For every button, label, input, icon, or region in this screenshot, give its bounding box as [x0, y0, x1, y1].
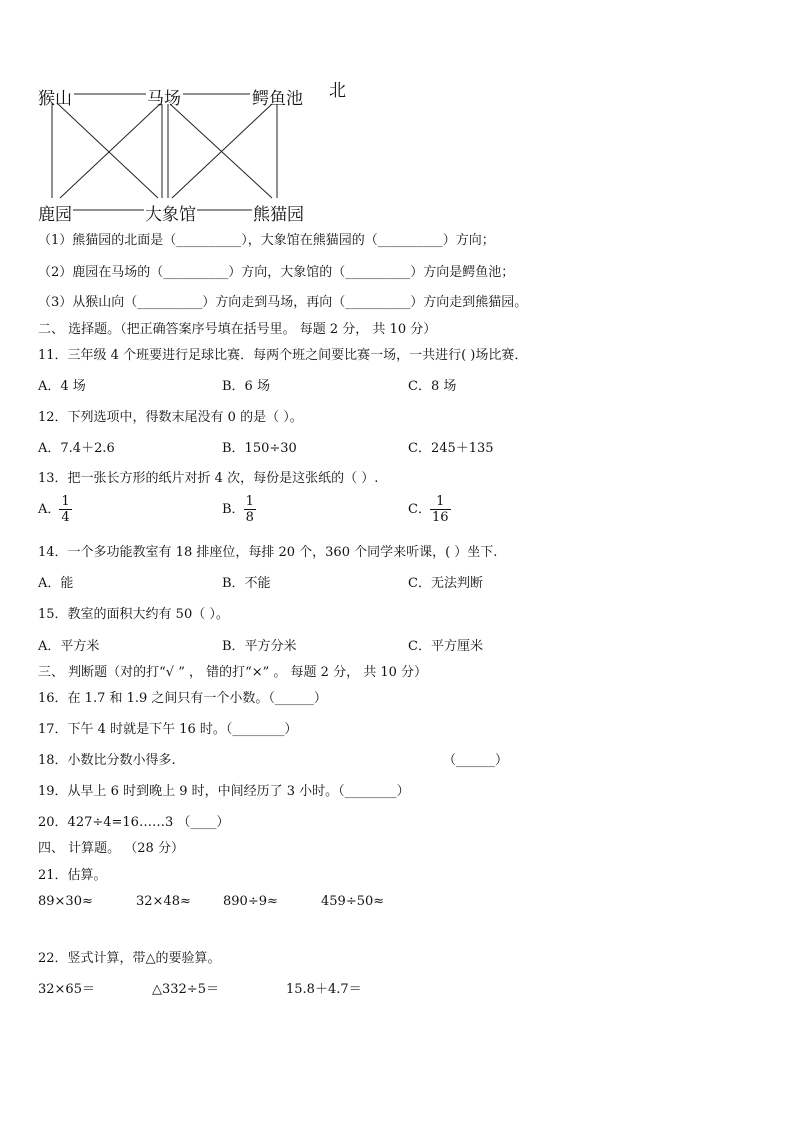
q14-option-a: A．能: [38, 576, 74, 591]
q15-option-c: C．平方厘米: [408, 639, 483, 654]
estimate-item-4: 459÷50≈: [321, 894, 385, 909]
q15-option-a: A．平方米: [38, 639, 100, 654]
judge-item-16: 16．在 1.7 和 1.9 之间只有一个小数。（______）: [38, 691, 327, 706]
fraction-one-eighth: $\frac{1}{8}$: [245, 494, 254, 525]
node-xiongmaoyuan: 熊猫园: [253, 205, 304, 225]
direction-map-lines: [0, 0, 320, 225]
node-machang: 马场: [147, 89, 181, 109]
vertical-calc-item-2: △332÷5＝: [152, 982, 219, 997]
node-daxiangguan: 大象馆: [145, 205, 196, 225]
question-11: 11．三年级 4 个班要进行足球比赛．每两个班之间要比赛一场，一共进行( )场比赛．: [38, 348, 528, 363]
vertical-calc-item-3: 15.8＋4.7＝: [286, 982, 362, 997]
q13-option-c: [408, 494, 450, 525]
question-13: 13．把一张长方形的纸片对折 4 次，每份是这张纸的（ ）.: [38, 471, 379, 486]
q13-option-a-prefix: A．: [38, 502, 61, 517]
q13-option-b: [222, 494, 255, 525]
q12-option-a: A．7.4＋2.6: [38, 441, 115, 456]
q14-option-c: C．无法判断: [408, 576, 483, 591]
section-3-title: 三、 判断题（对的打“√ ” ， 错的打“×” 。 每题 2 分， 共 10 分）: [38, 665, 428, 680]
fill-item-1: （1）熊猫园的北面是（__________），大象馆在熊猫园的（__________）方向；: [38, 233, 495, 248]
q11-option-a: A．4 场: [38, 379, 86, 394]
section-4-title: 四、 计算题。 （28 分）: [38, 841, 184, 856]
node-luyuan: 鹿园: [38, 205, 72, 225]
north-label: 北: [329, 81, 346, 101]
judge-item-18: 18．小数比分数小得多.: [38, 753, 176, 768]
q12-option-b: B．150÷30: [222, 441, 297, 456]
q13-option-b-prefix: B．: [222, 502, 245, 517]
fraction-one-sixteenth: $\frac{1}{16}$: [431, 494, 449, 525]
judge-item-20: 20．427÷4=16……3 （____）: [38, 815, 230, 830]
estimate-item-3: 890÷9≈: [223, 894, 278, 909]
q11-option-c: C．8 场: [408, 379, 457, 394]
line-houshan-daxiangguan: [58, 104, 158, 198]
question-22-label: 22．竖式计算，带△的要验算。: [38, 951, 221, 966]
q15-option-b: B．平方分米: [222, 639, 297, 654]
question-12: 12．下列选项中，得数末尾没有 0 的是（ ）。: [38, 410, 303, 425]
q12-option-c: C．245＋135: [408, 441, 494, 456]
question-14: 14．一个多功能教室有 18 排座位，每排 20 个，360 个同学来听课，( ）坐下.: [38, 545, 498, 560]
node-houshan: 猴山: [38, 89, 72, 109]
q13-option-c-prefix: C．: [408, 502, 431, 517]
judge-item-18-blank: （______）: [443, 753, 509, 768]
fill-item-2: （2）鹿园在马场的（__________）方向，大象馆的（__________）方向是鳄鱼池；: [38, 265, 515, 280]
fill-item-3: （3）从猴山向（__________）方向走到马场，再向（__________）方向走到熊猫园。: [38, 295, 528, 310]
section-2-title: 二、 选择题。（把正确答案序号填在括号里。 每题 2 分， 共 10 分）: [38, 322, 437, 337]
judge-item-19: 19．从早上 6 时到晚上 9 时，中间经历了 3 小时。（________）: [38, 784, 410, 799]
line-machang-luyuan: [60, 104, 160, 198]
question-21-label: 21．估算。: [38, 868, 107, 883]
question-15: 15．教室的面积大约有 50（ ）。: [38, 607, 229, 622]
q13-option-a: [38, 494, 71, 525]
q14-option-b: B．不能: [222, 576, 271, 591]
judge-item-17: 17．下午 4 时就是下午 16 时。（________）: [38, 722, 298, 737]
estimate-item-2: 32×48≈: [136, 894, 191, 909]
q11-option-b: B．6 场: [222, 379, 270, 394]
vertical-calc-item-1: 32×65＝: [38, 982, 95, 997]
fraction-one-quarter: $\frac{1}{4}$: [61, 494, 70, 525]
node-eyuchi: 鳄鱼池: [252, 89, 303, 109]
estimate-item-1: 89×30≈: [38, 894, 93, 909]
